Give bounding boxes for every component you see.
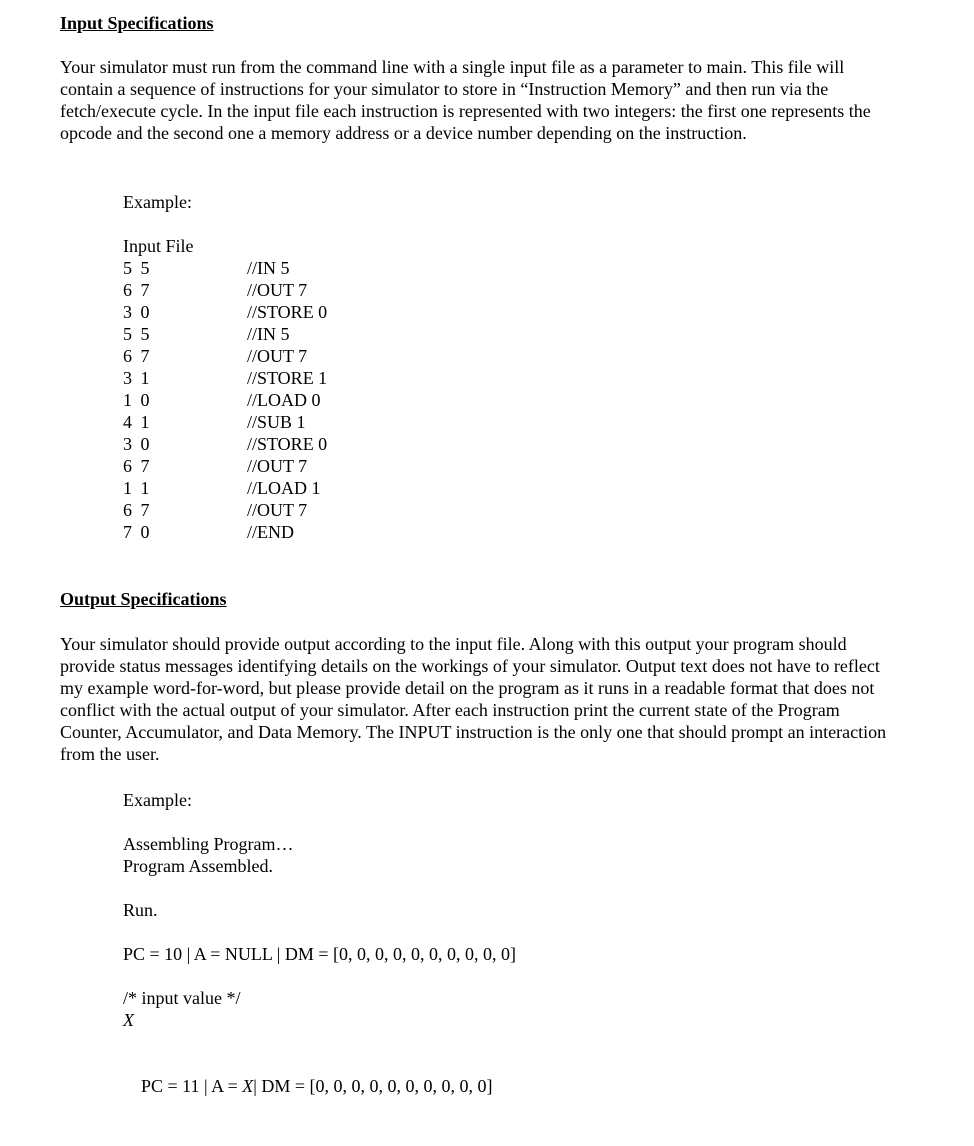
output-specifications-heading: Output Specifications (60, 589, 227, 609)
instruction-comment: //OUT 7 (247, 500, 308, 520)
instruction-code: 5 5 (123, 324, 152, 344)
instruction-comment: //STORE 0 (247, 302, 328, 322)
instruction-code: 1 0 (123, 390, 152, 410)
input-file-row (123, 389, 327, 411)
input-file-table (123, 257, 327, 543)
input-file-row (123, 323, 327, 345)
state-line-2-variable: X (242, 1076, 254, 1096)
input-file-row (123, 477, 327, 499)
input-specifications-heading: Input Specifications (60, 13, 214, 33)
instruction-comment: //IN 5 (247, 258, 290, 278)
instruction-code: 6 7 (123, 500, 152, 520)
input-file-row (123, 499, 327, 521)
instruction-code: 3 0 (123, 302, 152, 322)
instruction-code: 3 0 (123, 434, 152, 454)
instruction-code: 7 0 (123, 522, 152, 542)
instruction-code: 6 7 (123, 280, 152, 300)
input-file-label: Input File (123, 236, 194, 256)
instruction-comment: //IN 5 (247, 324, 290, 344)
instruction-comment: //SUB 1 (247, 412, 306, 432)
assembled-text: Program Assembled. (123, 856, 273, 876)
input-example-label: Example: (123, 192, 192, 212)
state-line-1: PC = 10 | A = NULL | DM = [0, 0, 0, 0, 0, 0, 0, 0, 0, 0] (123, 944, 517, 964)
instruction-comment: //OUT 7 (247, 456, 308, 476)
instruction-code: 5 5 (123, 258, 152, 278)
instruction-comment: //STORE 1 (247, 368, 328, 388)
instruction-comment: //END (247, 522, 294, 542)
instruction-code: 4 1 (123, 412, 152, 432)
instruction-comment: //LOAD 1 (247, 478, 321, 498)
input-file-row (123, 521, 327, 543)
instruction-comment: //STORE 0 (247, 434, 328, 454)
input-file-row (123, 433, 327, 455)
input-comment: /* input value */ (123, 988, 241, 1008)
output-example-label: Example: (123, 790, 192, 810)
instruction-code: 6 7 (123, 456, 152, 476)
instruction-comment: //OUT 7 (247, 280, 308, 300)
instruction-comment: //OUT 7 (247, 346, 308, 366)
state-line-2-suffix: | DM = [0, 0, 0, 0, 0, 0, 0, 0, 0, 0] (253, 1076, 493, 1096)
output-specifications-paragraph: Your simulator should provide output according to the input file. Along with this output your program should provide status messages identifying details on the workings of your simulator. Output text does not have to reflect my example word-for-word, but please provide detail on the program as it runs in a readable format that does not conflict with the actual output of your simulator. After each instruction print the current state of the Program Counter, Accumulator, and Data Memory. The INPUT instruction is the only one that should prompt an interaction from the user. (60, 634, 887, 764)
instruction-code: 3 1 (123, 368, 152, 388)
input-specifications-paragraph: Your simulator must run from the command line with a single input file as a parameter to main. This file will contain a sequence of instructions for your simulator to store in “Instruction Memory” and then run via the fetch/execute cycle. In the input file each instruction is represented with two integers: the first one represents the opcode and the second one a memory address or a device number depending on the instruction. (60, 57, 871, 143)
input-file-row (123, 455, 327, 477)
input-file-row (123, 411, 327, 433)
input-file-row (123, 301, 327, 323)
run-text: Run. (123, 900, 158, 920)
input-file-row (123, 367, 327, 389)
input-file-row (123, 279, 327, 301)
input-variable: X (123, 1010, 134, 1030)
instruction-code: 6 7 (123, 346, 152, 366)
instruction-comment: //LOAD 0 (247, 390, 321, 410)
instruction-code: 1 1 (123, 478, 152, 498)
input-file-row (123, 345, 327, 367)
assembling-text: Assembling Program… (123, 834, 294, 854)
state-line-2 (123, 1053, 493, 1096)
input-file-row (123, 257, 327, 279)
state-line-2-prefix: PC = 11 | A = (141, 1076, 243, 1096)
